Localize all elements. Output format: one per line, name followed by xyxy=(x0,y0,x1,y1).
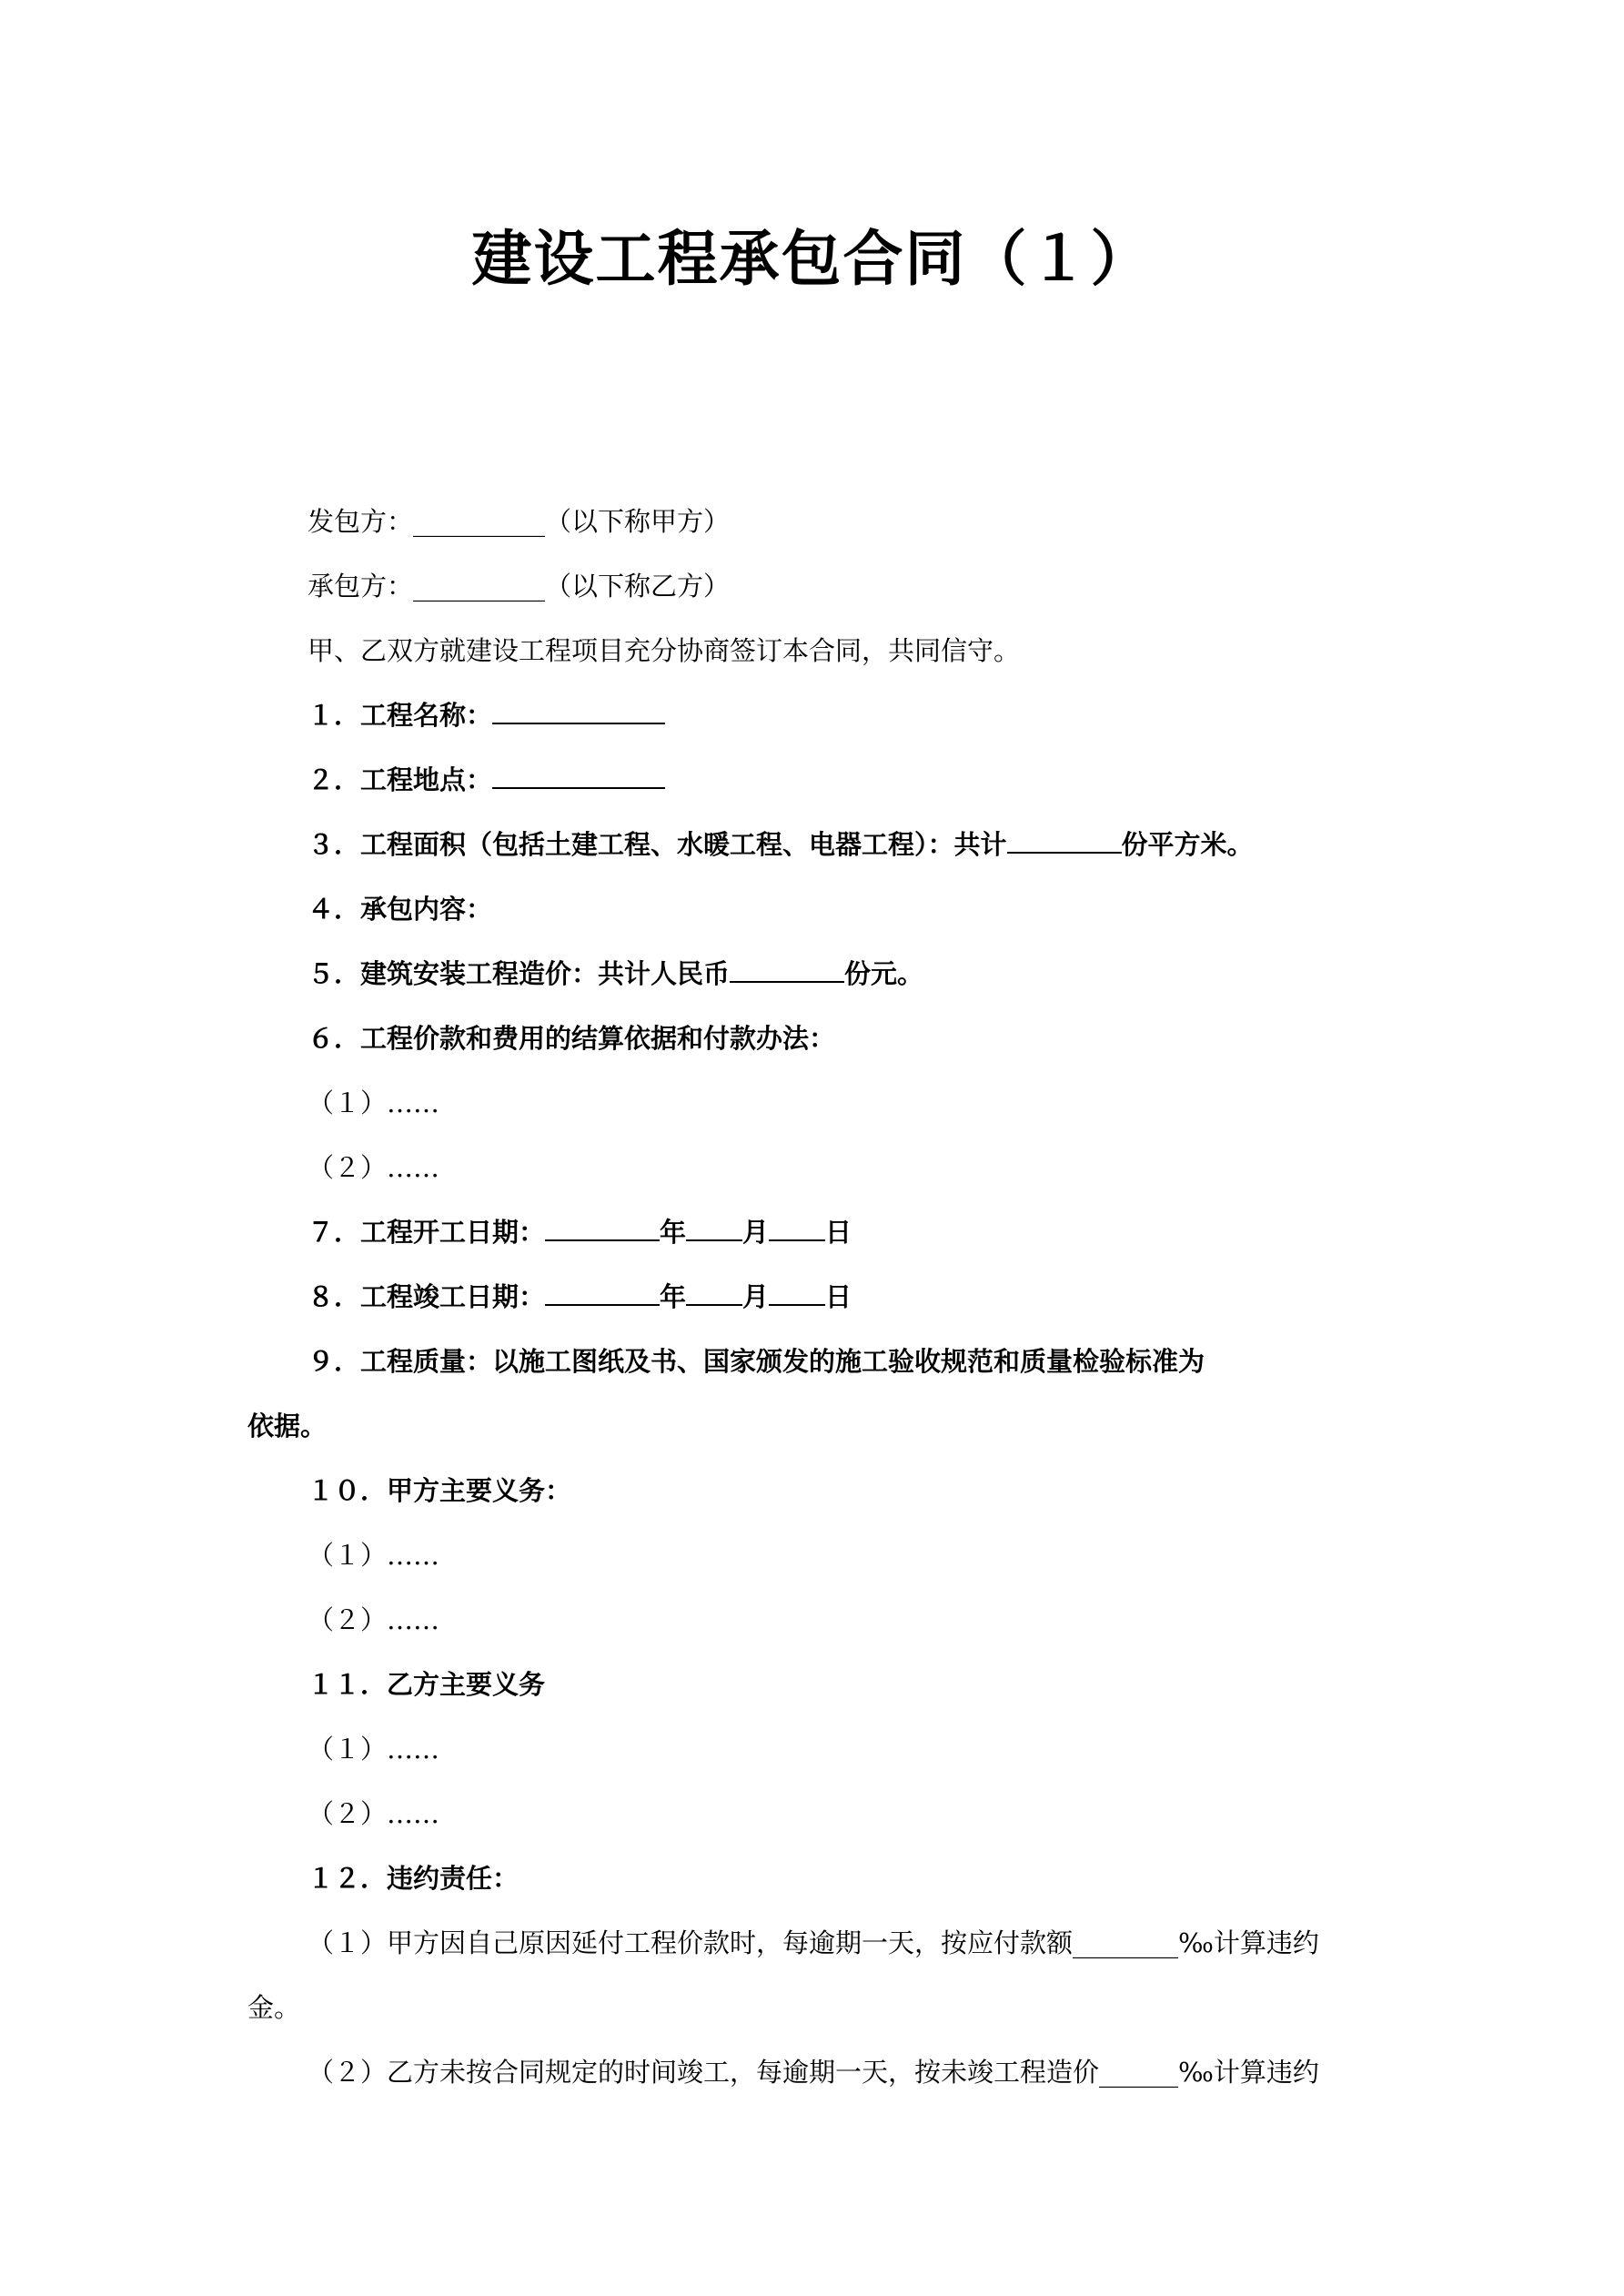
project-name-blank xyxy=(492,695,665,724)
end-day-label: 日 xyxy=(825,1281,852,1312)
party-b-line: 承包方：__________（以下称乙方） xyxy=(308,571,731,602)
clause-9-quality-cont: 依据。 xyxy=(247,1411,328,1441)
party-a-line: 发包方：__________（以下称甲方） xyxy=(308,506,731,537)
clause-2-label: ２．工程地点： xyxy=(308,764,493,795)
clause-6-item-2: （２）…… xyxy=(308,1152,440,1183)
clause-5-label: ５．建筑安装工程造价：共计人民币 xyxy=(308,958,731,989)
clause-1-project-name xyxy=(308,693,665,738)
end-month-label: 月 xyxy=(742,1281,770,1312)
clause-9-quality: ９．工程质量：以施工图纸及书、国家颁发的施工验收规范和质量检验标准为 xyxy=(308,1346,1205,1377)
start-month-blank xyxy=(686,1212,742,1241)
start-month-label: 月 xyxy=(742,1217,770,1248)
start-year-label: 年 xyxy=(660,1217,687,1248)
clause-12-item-2: （２）乙方未按合同规定的时间竣工，每逾期一天，按未竣工程造价______‰计算违约 xyxy=(308,2057,1319,2088)
clause-3-label: ３．工程面积（包括土建工程、水暖工程、电器工程）：共计 xyxy=(308,829,1007,860)
clause-4-scope: ４．承包内容： xyxy=(308,894,493,925)
clause-10-item-2: （２）…… xyxy=(308,1604,440,1635)
clause-8-label: ８．工程竣工日期： xyxy=(308,1281,546,1312)
clause-12-liability: １２．违约责任： xyxy=(308,1863,519,1894)
clause-8-completion-date xyxy=(308,1274,852,1320)
preamble-line: 甲、乙双方就建设工程项目充分协商签订本合同，共同信守。 xyxy=(308,635,1021,666)
clause-5-unit: 份元。 xyxy=(844,958,924,989)
end-month-blank xyxy=(686,1277,742,1306)
clause-6-payment: ６．工程价款和费用的结算依据和付款办法： xyxy=(308,1023,836,1054)
clause-5-contract-price xyxy=(308,951,923,996)
clause-10-item-1: （１）…… xyxy=(308,1540,440,1571)
clause-7-label: ７．工程开工日期： xyxy=(308,1217,546,1248)
start-day-label: 日 xyxy=(825,1217,852,1248)
clause-11-item-2: （２）…… xyxy=(308,1798,440,1829)
clause-3-unit: 份平方米。 xyxy=(1121,829,1254,860)
end-year-blank xyxy=(545,1277,660,1306)
start-day-blank xyxy=(769,1212,825,1241)
clause-11-party-b-duties: １１．乙方主要义务 xyxy=(308,1669,546,1700)
clause-11-item-1: （１）…… xyxy=(308,1734,440,1765)
project-location-blank xyxy=(492,760,665,789)
clause-12-item-1: （１）甲方因自己原因延付工程价款时，每逾期一天，按应付款额________‰计算违约 xyxy=(308,1927,1319,1958)
contract-price-blank xyxy=(730,954,844,983)
clause-6-item-1: （１）…… xyxy=(308,1087,440,1118)
clause-3-project-area xyxy=(308,822,1254,867)
clause-1-label: １．工程名称： xyxy=(308,700,493,731)
document-title: 建设工程承包合同（１） xyxy=(471,223,1153,294)
clause-2-project-location xyxy=(308,757,665,803)
start-year-blank xyxy=(545,1212,660,1241)
clause-12-item-1-cont: 金。 xyxy=(247,1992,301,2023)
project-area-blank xyxy=(1007,824,1122,854)
end-day-blank xyxy=(769,1277,825,1306)
end-year-label: 年 xyxy=(660,1281,687,1312)
clause-10-party-a-duties: １０．甲方主要义务： xyxy=(308,1475,572,1506)
clause-7-start-date xyxy=(308,1209,852,1255)
